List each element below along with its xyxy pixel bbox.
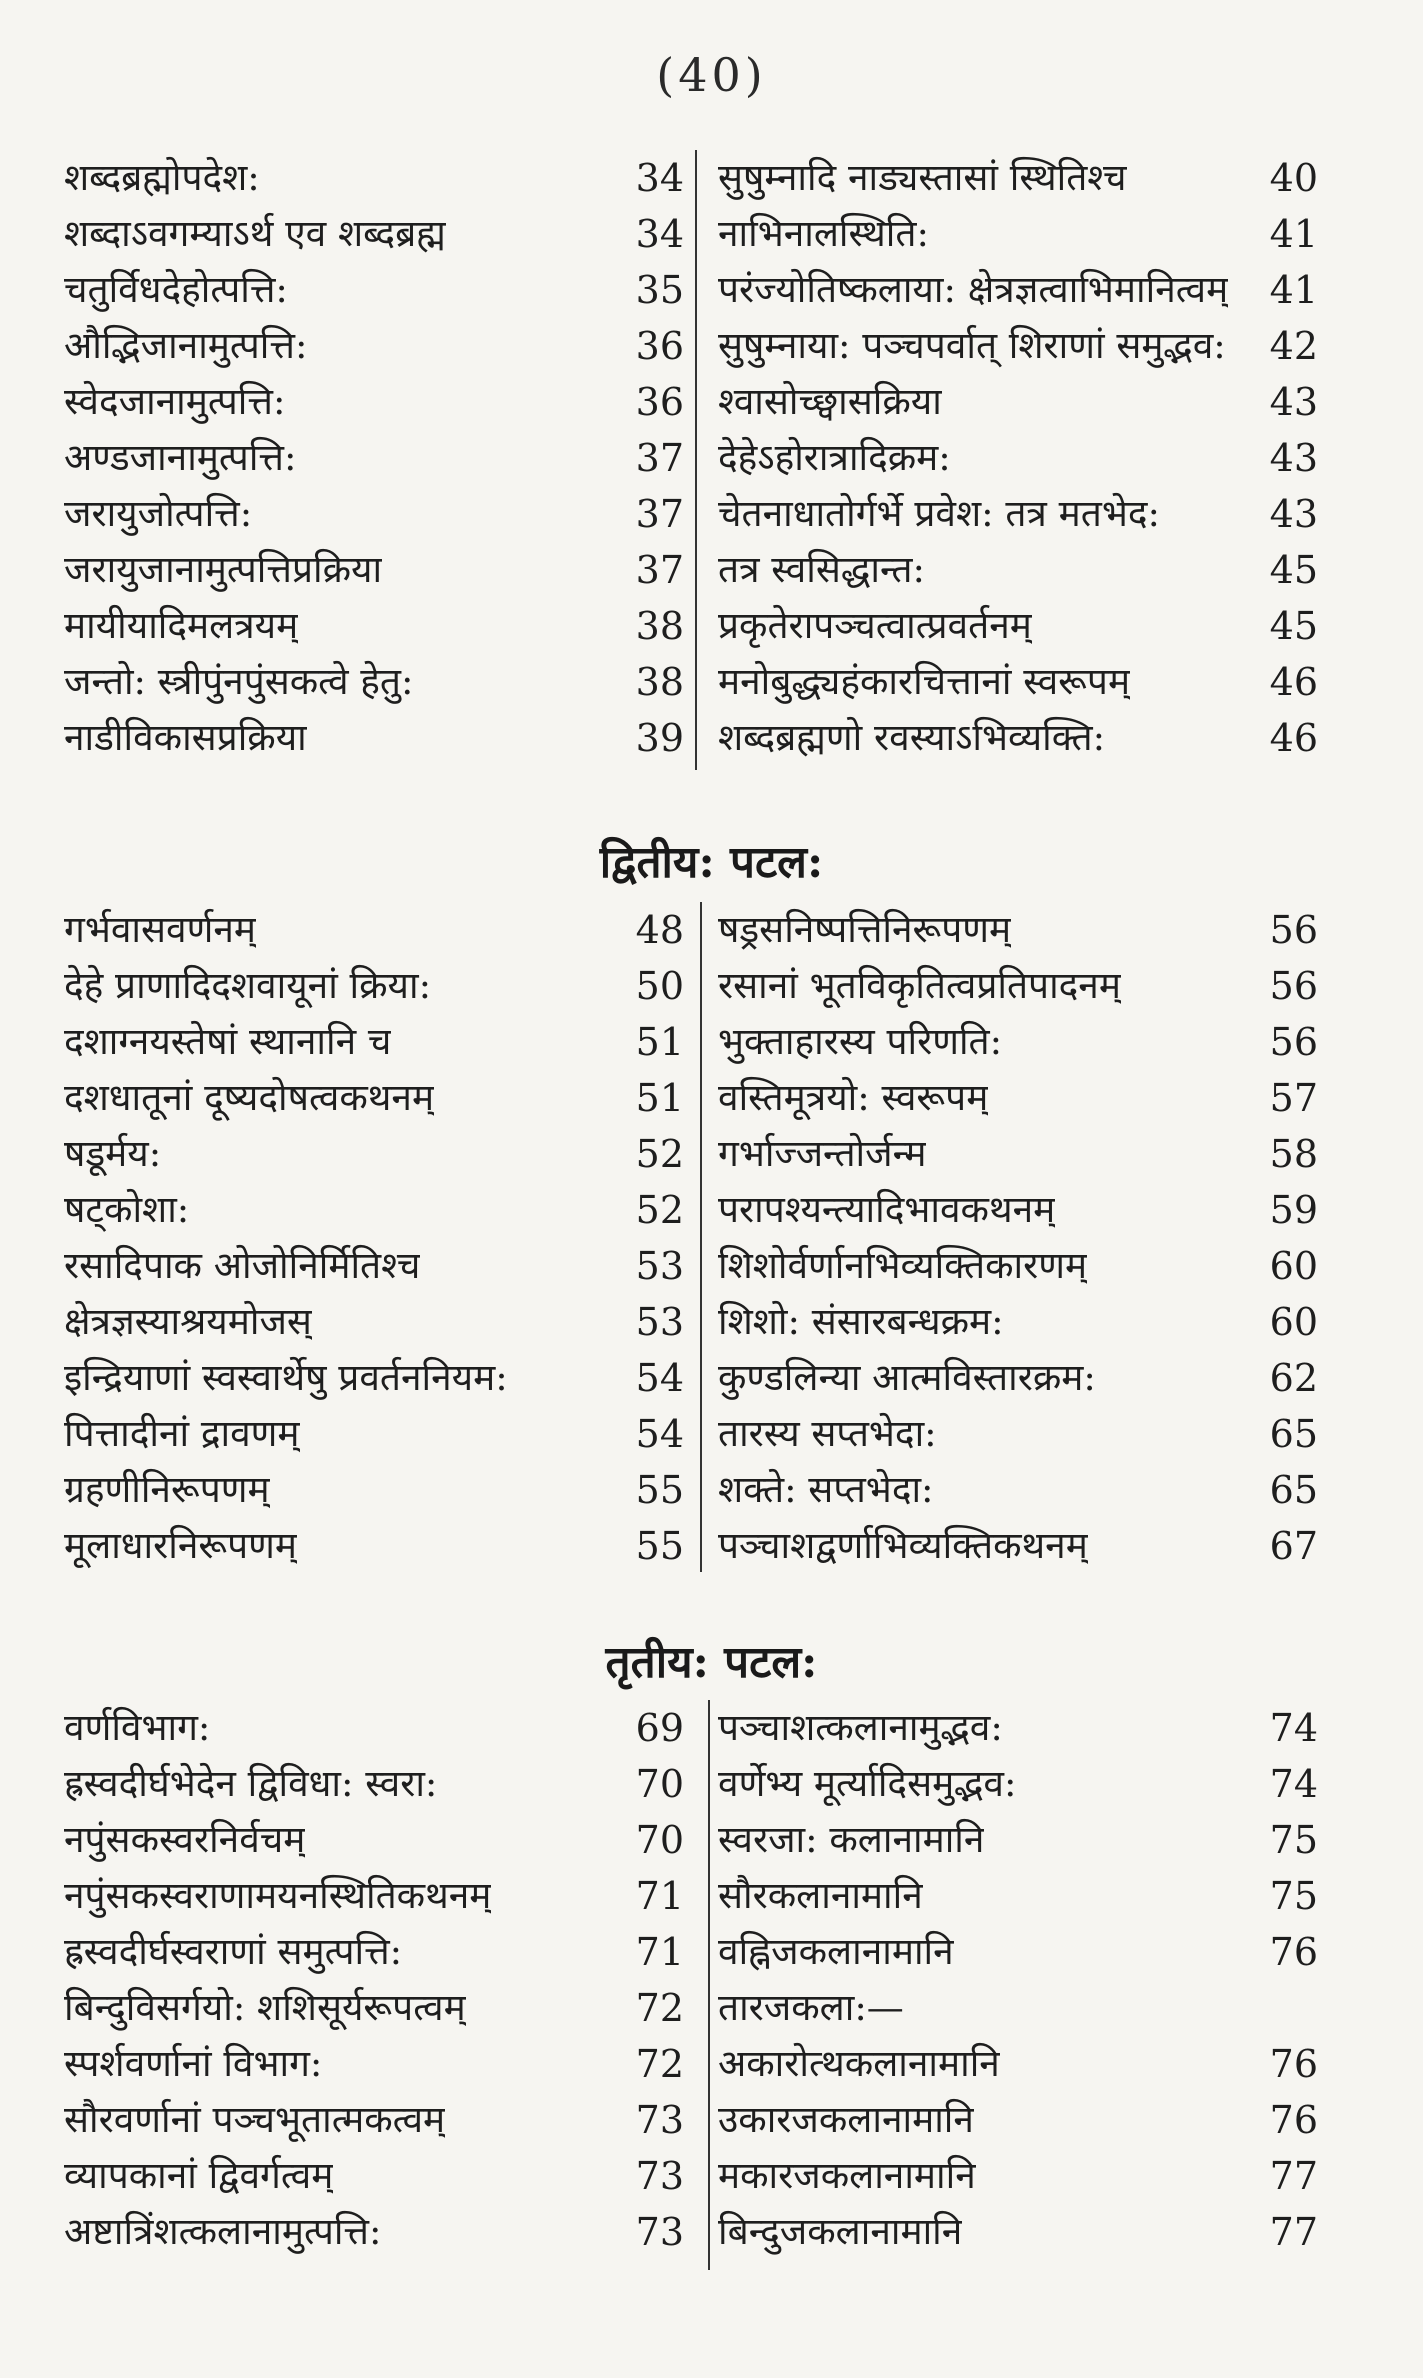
toc-entry-page-number: 60 [1269,1244,1318,1288]
toc-entry-title: पञ्चाशत्कलानामुद्भव: [718,1706,1003,1749]
toc-entry-page-number: 51 [635,1020,684,1064]
toc-entry [64,1462,684,1518]
toc-entry [64,262,684,318]
toc-entry-title: औद्भिजानामुत्पत्ति: [64,324,308,367]
toc-entry [718,1182,1318,1238]
toc-entry [718,1406,1318,1462]
toc-entry-title: सुषुम्नादि नाड्यस्तासां स्थितिश्च [718,156,1127,199]
toc-entry-title: मायीयादिमलत्रयम् [64,604,299,647]
toc-entry-page-number: 43 [1269,492,1318,536]
toc-entry-page-number: 38 [635,604,684,648]
toc-right-column [718,150,1318,766]
toc-entry [64,654,684,710]
toc-entry-title: मनोबुद्ध्यहंकारचित्तानां स्वरूपम् [718,660,1131,703]
toc-entry [64,1238,684,1294]
toc-entry-page-number: 50 [635,964,684,1008]
toc-entry [64,1294,684,1350]
toc-entry [64,2148,684,2204]
section-heading-tritiya: तृतीय: पटल: [605,1637,818,1688]
toc-entry [64,542,684,598]
toc-entry-title: स्वेदजानामुत्पत्ति: [64,380,286,423]
toc-entry [64,1980,684,2036]
toc-entry-page-number: 58 [1269,1132,1318,1176]
toc-entry-page-number: 37 [635,436,684,480]
toc-entry-title: क्षेत्रज्ञस्याश्रयमोजस् [64,1300,312,1343]
toc-entry [64,1126,684,1182]
column-divider [700,902,702,1572]
toc-entry [718,2036,1318,2092]
toc-entry-title: जन्तो: स्त्रीपुंनपुंसकत्वे हेतु: [64,660,414,703]
toc-entry [718,1924,1318,1980]
toc-entry-page-number: 71 [635,1874,684,1918]
toc-entry [64,1756,684,1812]
toc-entry-title: देहेऽहोरात्रादिक्रम: [718,436,951,479]
toc-entry-page-number: 69 [635,1706,684,1750]
toc-entry-title: नाडीविकासप्रक्रिया [64,716,307,759]
toc-entry-page-number: 37 [635,492,684,536]
toc-entry-title: परंज्योतिष्कलाया: क्षेत्रज्ञत्वाभिमानित्वम् [718,268,1229,311]
toc-entry-page-number: 52 [635,1132,684,1176]
toc-entry-title: चेतनाधातोर्गर्भे प्रवेश: तत्र मतभेद: [718,492,1160,535]
toc-entry-title: शब्दब्रह्मोपदेश: [64,156,260,199]
toc-entry-page-number: 65 [1269,1412,1318,1456]
toc-entry-page-number: 52 [635,1188,684,1232]
toc-entry-title: रसानां भूतविकृतित्वप्रतिपादनम् [718,964,1121,1007]
toc-entry-title: शिशो: संसारबन्धक्रम: [718,1300,1004,1343]
toc-entry-title: स्वरजा: कलानामानि [718,1818,985,1861]
toc-entry-title: बिन्दुजकलानामानि [718,2210,963,2253]
toc-entry-title: शिशोर्वर्णानभिव्यक्तिकारणम् [718,1244,1088,1287]
toc-entry [718,1238,1318,1294]
toc-entry-title: तारजकला:— [718,1986,904,2029]
toc-entry-page-number: 55 [635,1468,684,1512]
toc-entry-title: ग्रहणीनिरूपणम् [64,1468,270,1511]
toc-entry [64,1070,684,1126]
toc-entry-page-number: 55 [635,1524,684,1568]
toc-entry [718,654,1318,710]
toc-entry-title: जरायुजानामुत्पत्तिप्रक्रिया [64,548,383,591]
toc-entry [64,374,684,430]
toc-entry-page-number: 70 [635,1762,684,1806]
toc-entry [64,1812,684,1868]
toc-entry-title: व्यापकानां द्विवर्गत्वम् [64,2154,334,2197]
toc-entry [718,1126,1318,1182]
toc-entry [718,1294,1318,1350]
toc-entry [64,1182,684,1238]
toc-entry-title: इन्द्रियाणां स्वस्वार्थेषु प्रवर्तननियम: [64,1356,508,1399]
toc-entry-page-number: 76 [1269,2042,1318,2086]
toc-entry [718,262,1318,318]
toc-entry-title: शब्दब्रह्मणो रवस्याऽभिव्यक्ति: [718,716,1106,759]
toc-entry [718,1980,1318,2036]
toc-entry-title: षडूर्मय: [64,1132,162,1175]
toc-entry-page-number: 37 [635,548,684,592]
toc-entry-page-number: 53 [635,1300,684,1344]
toc-entry [718,710,1318,766]
toc-entry-page-number: 35 [635,268,684,312]
toc-entry-page-number: 41 [1269,268,1318,312]
toc-entry-title: वर्णेभ्य मूर्त्यादिसमुद्भव: [718,1762,1017,1805]
toc-entry-title: दशाग्नयस्तेषां स्थानानि च [64,1020,392,1063]
toc-entry-page-number: 65 [1269,1468,1318,1512]
column-divider [695,150,697,770]
toc-entry [718,150,1318,206]
toc-entry-title: गर्भाज्जन्तोर्जन्म [718,1132,927,1175]
toc-section-2 [0,902,1423,1582]
toc-entry-title: सौरवर्णानां पञ्चभूतात्मकत्वम् [64,2098,446,2141]
toc-entry-title: षट्कोशा: [64,1188,190,1231]
toc-entry-title: मूलाधारनिरूपणम् [64,1524,298,1567]
toc-entry [718,1462,1318,1518]
toc-entry-title: षड्रसनिष्पत्तिनिरूपणम् [718,908,1012,951]
toc-left-column [64,1700,684,2260]
toc-entry-title: अकारोत्थकलानामानि [718,2042,1000,2085]
toc-entry [64,1014,684,1070]
toc-entry-title: पित्तादीनां द्रावणम् [64,1412,300,1455]
toc-entry-title: जरायुजोत्पत्ति: [64,492,253,535]
toc-entry [64,1406,684,1462]
toc-entry-title: सौरकलानामानि [718,1874,923,1917]
toc-entry [718,542,1318,598]
toc-entry-title: नाभिनालस्थिति: [718,212,929,255]
toc-right-column [718,1700,1318,2260]
toc-entry-title: अष्टात्रिंशत्कलानामुत्पत्ति: [64,2210,382,2253]
toc-entry-title: शब्दाऽवगम्याऽर्थ एव शब्दब्रह्म [64,212,446,255]
page-number: (40) [656,48,767,102]
toc-entry-page-number: 56 [1269,908,1318,952]
toc-entry [718,2092,1318,2148]
toc-entry-page-number: 72 [635,2042,684,2086]
toc-entry-page-number: 43 [1269,380,1318,424]
toc-entry-page-number: 46 [1269,716,1318,760]
toc-entry-title: कुण्डलिन्या आत्मविस्तारक्रम: [718,1356,1096,1399]
column-divider [708,1700,710,2270]
toc-left-column [64,902,684,1574]
toc-entry-title: सुषुम्नाया: पञ्चपर्वात् शिराणां समुद्भव: [718,324,1226,367]
toc-entry [64,1700,684,1756]
toc-entry-page-number: 67 [1269,1524,1318,1568]
toc-entry-page-number: 54 [635,1412,684,1456]
toc-entry-title: नपुंसकस्वरनिर्वचम् [64,1818,306,1861]
toc-entry-page-number: 43 [1269,436,1318,480]
toc-entry-page-number: 46 [1269,660,1318,704]
toc-entry-title: मकारजकलानामानि [718,2154,976,2197]
toc-entry-page-number: 76 [1269,2098,1318,2142]
toc-entry-page-number: 77 [1269,2154,1318,2198]
toc-entry-title: ह्रस्वदीर्घभेदेन द्विविधा: स्वरा: [64,1762,438,1805]
toc-entry [64,1868,684,1924]
toc-entry [64,598,684,654]
toc-entry [718,430,1318,486]
toc-entry-page-number: 56 [1269,964,1318,1008]
toc-entry [718,374,1318,430]
toc-entry-page-number: 75 [1269,1818,1318,1862]
toc-entry-title: स्पर्शवर्णानां विभाग: [64,2042,323,2085]
toc-entry-title: दशधातूनां दूष्यदोषत्वकथनम् [64,1076,435,1119]
toc-section-1 [0,150,1423,770]
toc-entry [64,1350,684,1406]
toc-entry [64,2092,684,2148]
toc-entry-title: वस्तिमूत्रयो: स्वरूपम् [718,1076,989,1119]
toc-entry [718,2148,1318,2204]
toc-entry-page-number: 76 [1269,1930,1318,1974]
toc-entry-title: ह्रस्वदीर्घस्वराणां समुत्पत्ति: [64,1930,403,1973]
toc-entry-page-number: 73 [635,2098,684,2142]
toc-entry-page-number: 45 [1269,604,1318,648]
toc-entry-page-number: 74 [1269,1706,1318,1750]
toc-entry-title: श्वासोच्छ्वासक्रिया [718,380,942,423]
toc-entry [718,1014,1318,1070]
toc-right-column [718,902,1318,1574]
toc-entry-title: गर्भवासवर्णनम् [64,908,256,951]
toc-entry-page-number: 73 [635,2154,684,2198]
toc-entry-page-number: 72 [635,1986,684,2030]
toc-entry-title: नपुंसकस्वराणामयनस्थितिकथनम् [64,1874,492,1917]
toc-entry-page-number: 53 [635,1244,684,1288]
toc-entry [64,206,684,262]
toc-entry-page-number: 77 [1269,2210,1318,2254]
toc-entry-page-number: 34 [635,156,684,200]
toc-entry-page-number: 45 [1269,548,1318,592]
toc-entry [64,150,684,206]
toc-entry-title: अण्डजानामुत्पत्ति: [64,436,297,479]
toc-entry [718,1756,1318,1812]
toc-entry [64,958,684,1014]
toc-entry-title: तत्र स्वसिद्धान्त: [718,548,925,591]
toc-entry-page-number: 74 [1269,1762,1318,1806]
toc-entry [718,1070,1318,1126]
toc-entry [64,902,684,958]
toc-entry-title: प्रकृतेरापञ्चत्वात्प्रवर्तनम् [718,604,1032,647]
toc-entry [718,1350,1318,1406]
toc-entry-title: तारस्य सप्तभेदा: [718,1412,937,1455]
toc-entry-page-number: 54 [635,1356,684,1400]
toc-entry-title: बिन्दुविसर्गयो: शशिसूर्यरूपत्वम् [64,1986,466,2029]
toc-entry-page-number: 36 [635,324,684,368]
toc-entry-page-number: 75 [1269,1874,1318,1918]
toc-entry-title: भुक्ताहारस्य परिणति: [718,1020,1003,1063]
toc-entry [718,958,1318,1014]
toc-entry-title: वर्णविभाग: [64,1706,211,1749]
toc-entry-page-number: 34 [635,212,684,256]
toc-entry-title: चतुर्विधदेहोत्पत्ति: [64,268,288,311]
toc-entry [718,1812,1318,1868]
toc-entry-page-number: 56 [1269,1020,1318,1064]
toc-entry-page-number: 59 [1269,1188,1318,1232]
toc-entry [718,206,1318,262]
toc-entry-page-number: 41 [1269,212,1318,256]
toc-entry [718,902,1318,958]
toc-entry [64,486,684,542]
toc-entry [718,1868,1318,1924]
toc-entry-title: वह्निजकलानामानि [718,1930,954,1973]
toc-entry-page-number: 42 [1269,324,1318,368]
toc-entry [718,1518,1318,1574]
toc-entry [718,2204,1318,2260]
toc-left-column [64,150,684,766]
toc-entry-title: शक्ते: सप्तभेदा: [718,1468,934,1511]
toc-entry [64,710,684,766]
toc-entry-title: उकारजकलानामानि [718,2098,974,2141]
section-heading-dvitiya: द्वितीय: पटल: [599,837,824,888]
toc-entry-page-number: 73 [635,2210,684,2254]
toc-section-3 [0,1700,1423,2280]
toc-entry [64,1924,684,1980]
toc-entry-page-number: 62 [1269,1356,1318,1400]
toc-entry-page-number: 51 [635,1076,684,1120]
toc-entry-page-number: 70 [635,1818,684,1862]
toc-entry-page-number: 39 [635,716,684,760]
toc-entry [718,598,1318,654]
toc-entry [64,2036,684,2092]
toc-entry-title: रसादिपाक ओजोनिर्मितिश्च [64,1244,421,1287]
toc-entry-page-number: 48 [635,908,684,952]
toc-entry-title: देहे प्राणादिदशवायूनां क्रिया: [64,964,432,1007]
toc-entry-page-number: 40 [1269,156,1318,200]
toc-entry-page-number: 71 [635,1930,684,1974]
toc-entry-page-number: 60 [1269,1300,1318,1344]
toc-entry-page-number: 57 [1269,1076,1318,1120]
toc-entry-page-number: 36 [635,380,684,424]
toc-entry [64,430,684,486]
toc-entry [718,318,1318,374]
toc-entry [718,1700,1318,1756]
toc-entry [718,486,1318,542]
toc-entry-title: पञ्चाशद्वर्णाभिव्यक्तिकथनम् [718,1524,1088,1567]
toc-entry [64,1518,684,1574]
toc-entry [64,2204,684,2260]
toc-entry [64,318,684,374]
toc-entry-title: परापश्यन्त्यादिभावकथनम् [718,1188,1056,1231]
toc-entry-page-number: 38 [635,660,684,704]
